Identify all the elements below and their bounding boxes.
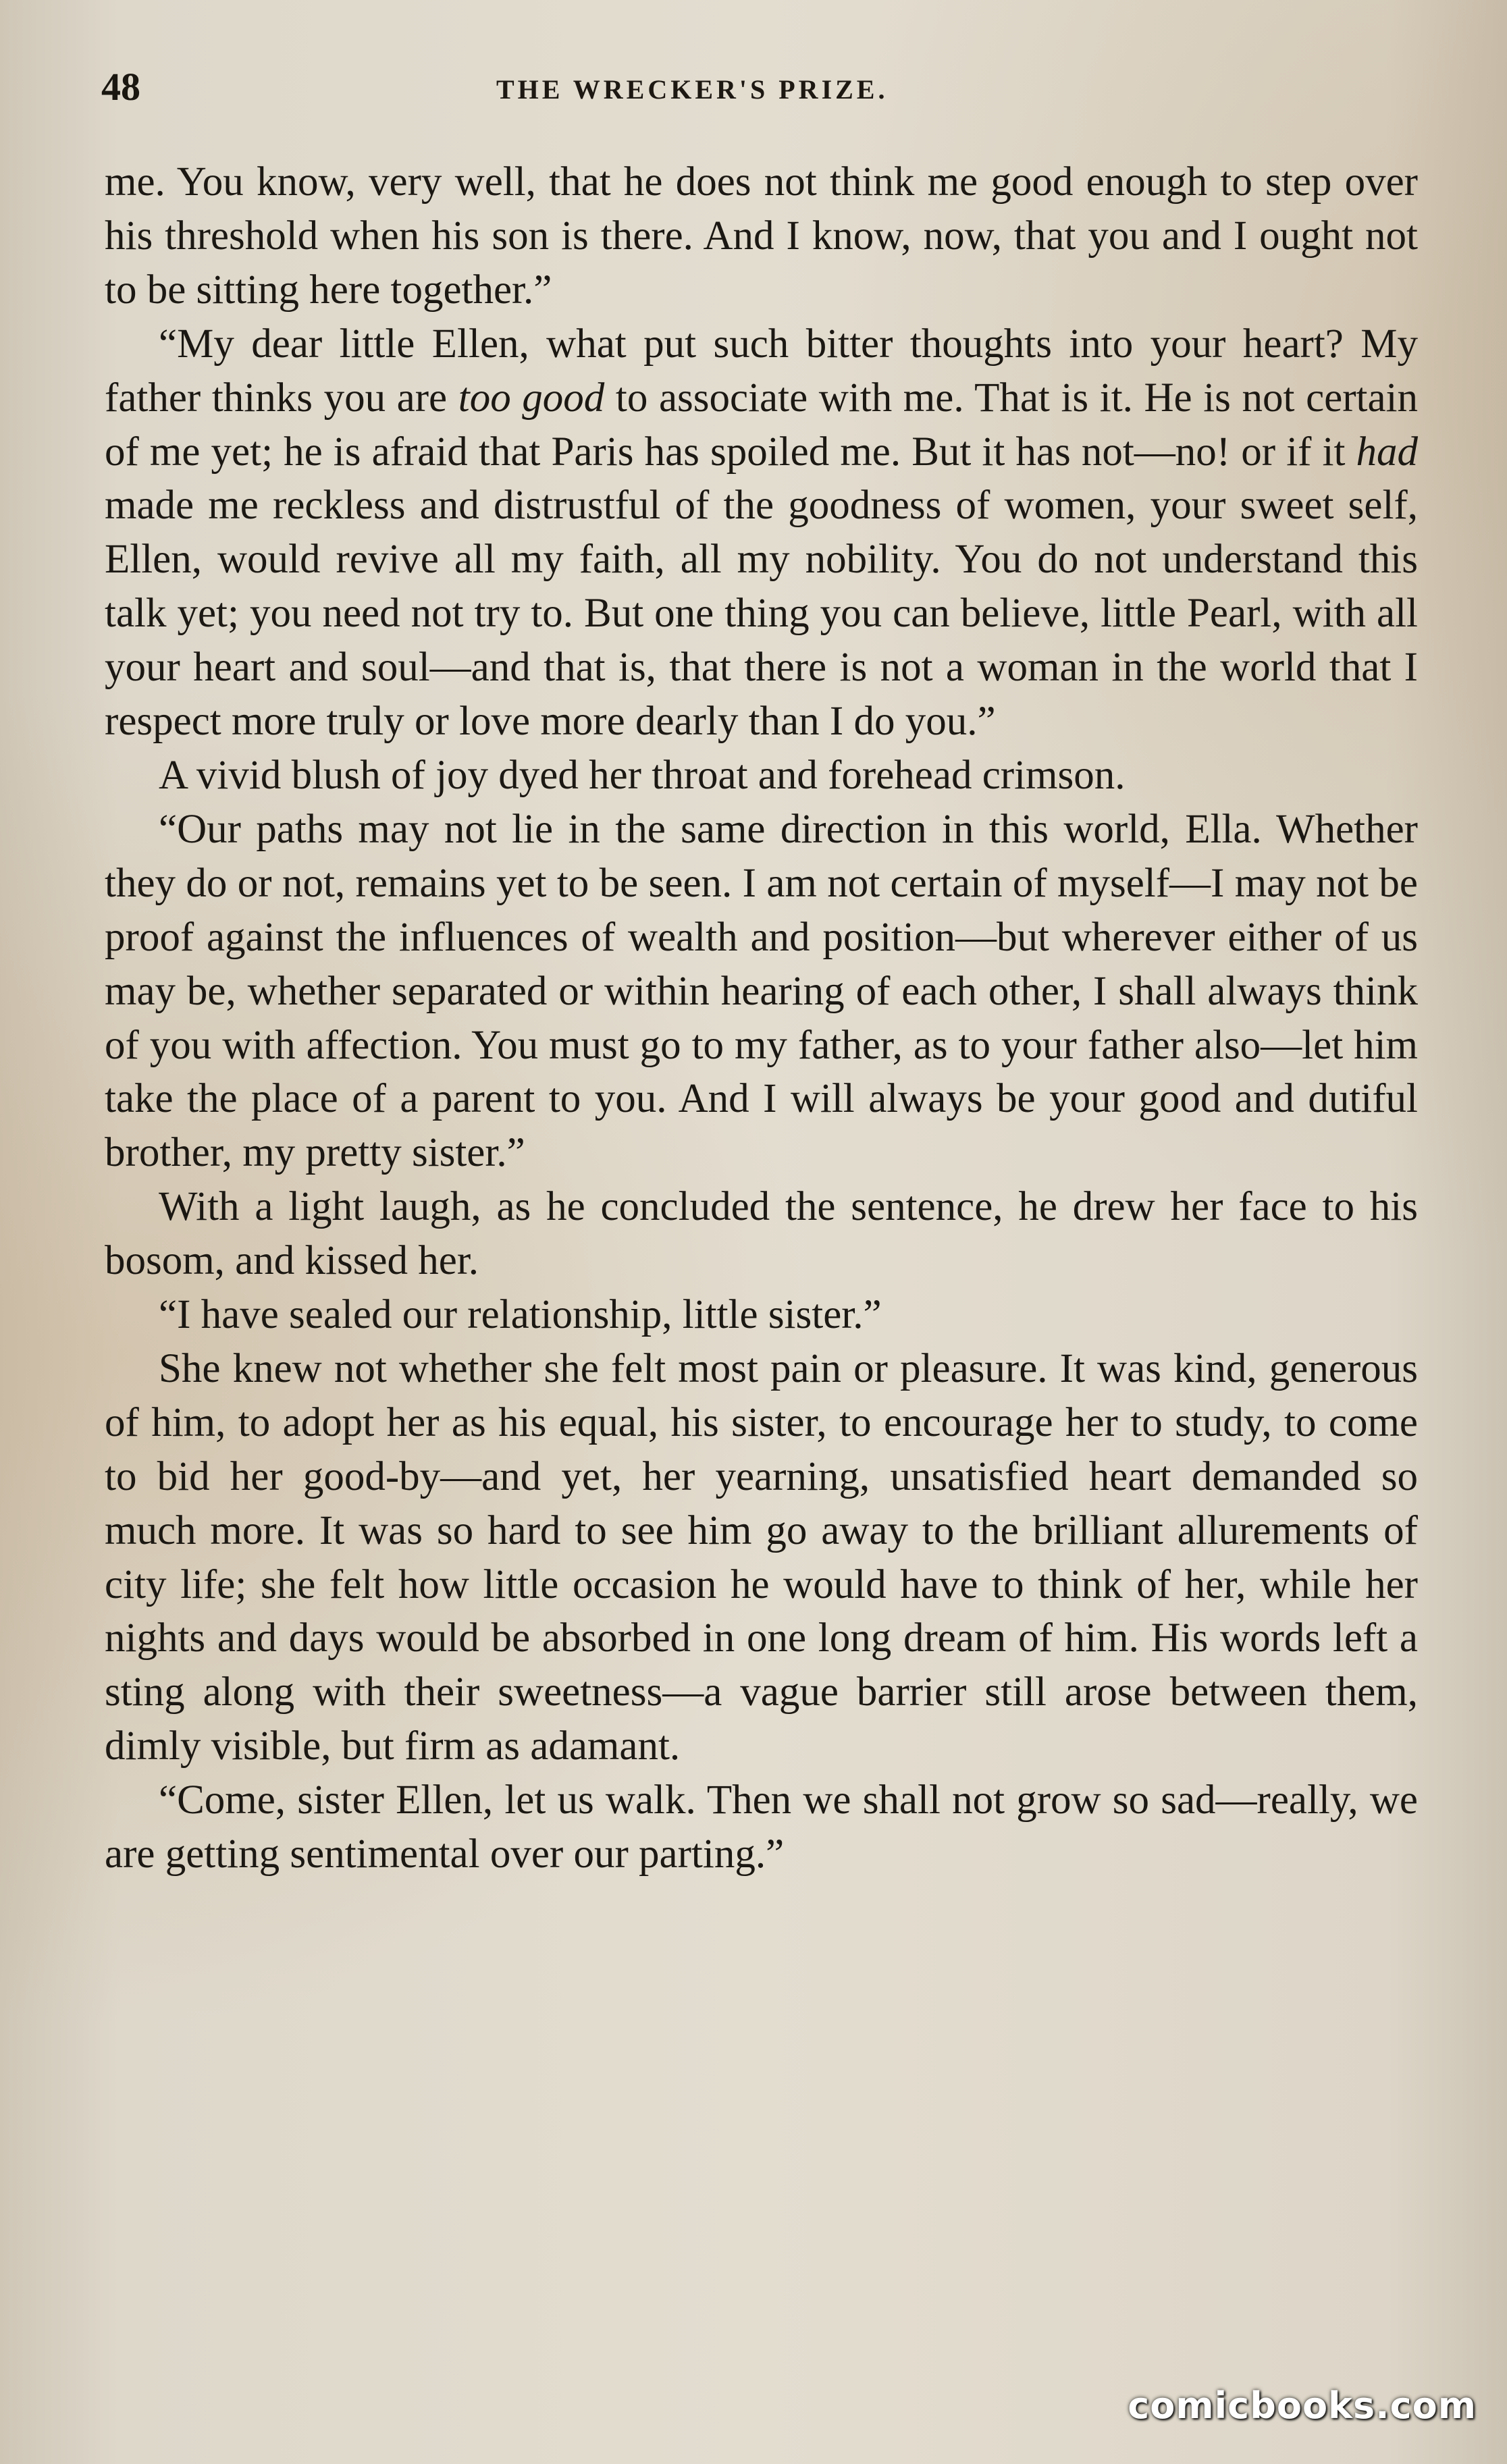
text-run: She knew not whether she felt most pain or pleasure. It was kind, generous of him, to adopt her as his equal, his sister, to encourage her to study, to come to bid her good-by—and yet, her yearning, unsatisfied heart demanded so much more. It was so hard to see him go away to the brilliant allurements of city life; she felt how little occasion he would have to think of her, while her nights and days would be absorbed in one long dream of him. His words left a sting along with their sweetness—a vague barrier still arose between them, dimly visible, but firm as adamant. — [105, 1345, 1418, 1769]
paragraph — [105, 1288, 1418, 1342]
body-text — [105, 155, 1418, 1881]
text-run: “Come, sister Ellen, let us walk. Then we shall not grow so sad—really, we are getting sentimental over our parting.” — [105, 1777, 1418, 1877]
text-run: “My dear little Ellen, what put such bitter thoughts into your heart? My father thinks you are — [105, 321, 1418, 421]
text-run: With a light laugh, as he concluded the sentence, he drew her face to his bosom, and kissed her. — [105, 1184, 1418, 1284]
watermark: comicbooks.com — [1128, 2384, 1477, 2427]
paragraph — [105, 1773, 1418, 1881]
text-run: A vivid blush of joy dyed her throat and forehead crimson. — [159, 752, 1126, 798]
paragraph — [105, 803, 1418, 1180]
page-header — [101, 64, 1411, 118]
text-run: me. You know, very well, that he does not think me good enough to step over his threshold when his son is there. And I know, now, that you and I ought not to be sitting here together.” — [105, 159, 1418, 313]
text-run: to associate with me. That is it. He is not certain of me yet; he is afraid that Paris has spoiled me. But it has not—no! or if it — [105, 375, 1418, 475]
paragraph — [105, 1180, 1418, 1288]
text-run: “Our paths may not lie in the same direction in this world, Ella. Whether they do or not, remains yet to be seen. I am not certain of myself—I may not be proof against the influences of wealth and position—but wherever either of us may be, whether separated or within hearing of each other, I shall always think of you with affection. You must go to my father, as to your father also—let him take the place of a parent to you. And I will always be your good and dutiful brother, my pretty sister.” — [105, 806, 1418, 1176]
italic-text: too good — [458, 375, 605, 421]
paragraph — [105, 749, 1418, 803]
paragraph — [105, 1342, 1418, 1773]
paragraph — [105, 155, 1418, 317]
italic-text: had — [1356, 429, 1418, 475]
text-run: made me reckless and distrustful of the goodness of women, your sweet self, Ellen, would revive all my faith, all my nobility. You do not understand this talk yet; you need not try to. But one thing you can believe, little Pearl, with all your heart and soul—and that is, that there is not a woman in the world that I respect more truly or love more dearly than I do you.” — [105, 483, 1418, 745]
text-run: “I have sealed our relationship, little sister.” — [159, 1292, 882, 1338]
page-number: 48 — [101, 65, 140, 109]
paragraph — [105, 317, 1418, 749]
running-head: THE WRECKER'S PRIZE. — [496, 74, 889, 105]
